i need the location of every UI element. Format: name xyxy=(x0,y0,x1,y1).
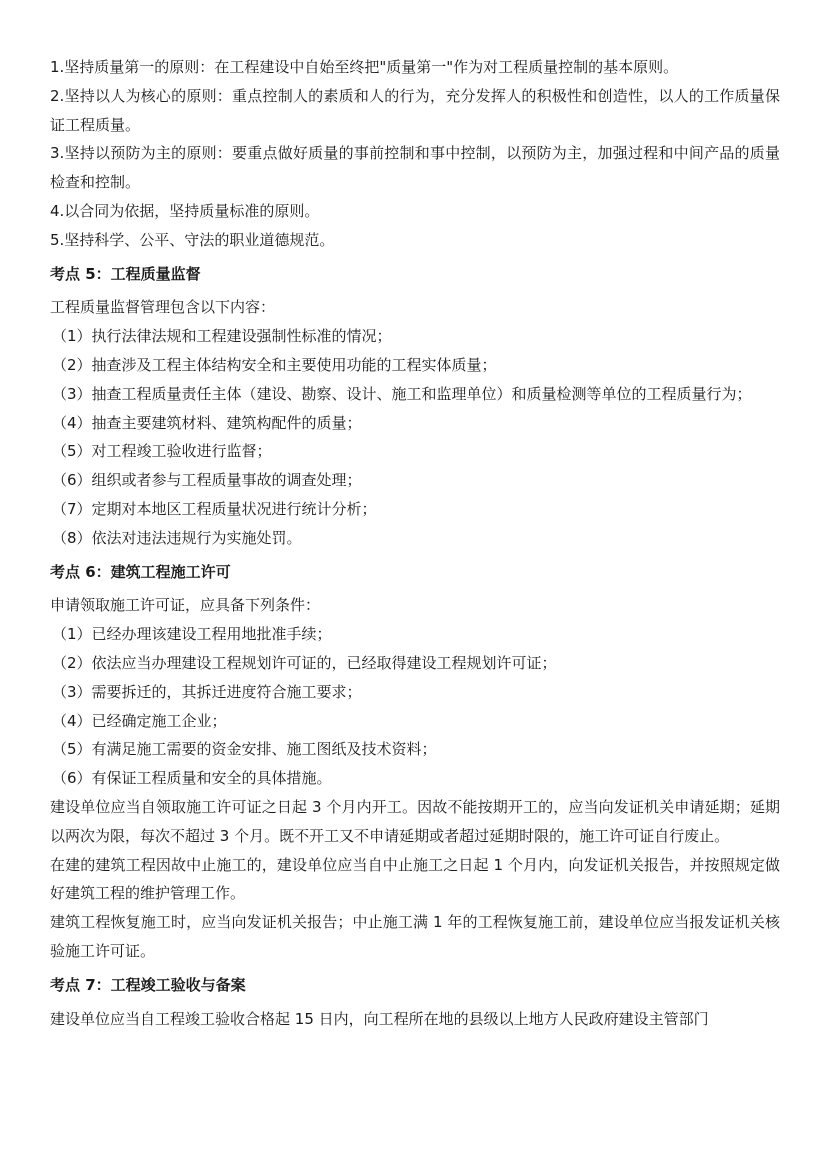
list-item: （4）抽查主要建筑材料、建筑构配件的质量； xyxy=(52,413,362,432)
list-item: （2）依法应当办理建设工程规划许可证的，已经取得建设工程规划许可证； xyxy=(52,653,557,672)
list-item: （3）抽查工程质量责任主体（建设、勘察、设计、施工和监理单位）和质量检测等单位的工程质量行为； xyxy=(52,384,752,403)
list-item: （3）需要拆迁的，其拆迁进度符合施工要求； xyxy=(52,682,362,701)
principle-1: 1.坚持质量第一的原则：在工程建设中自始至终把"质量第一"作为对工程质量控制的基本原则。 xyxy=(50,58,679,76)
section-7-heading: 考点 7：工程竣工验收与备案 xyxy=(50,975,246,994)
section-6-heading: 考点 6：建筑工程施工许可 xyxy=(50,562,231,581)
list-item: （4）已经确定施工企业； xyxy=(52,711,227,730)
section-6-paragraph: 在建的建筑工程因故中止施工的，建设单位应当自中止施工之日起 1 个月内，向发证机关报告，并按照规定做好建筑工程的维护管理工作。 xyxy=(50,855,780,903)
section-5 xyxy=(50,260,780,553)
section-6 xyxy=(50,558,780,966)
principle-4: 4.以合同为依据，坚持质量标准的原则。 xyxy=(50,201,320,220)
section-7-paragraph: 建设单位应当自工程竣工验收合格起 15 日内，向工程所在地的县级以上地方人民政府建设主管部门 xyxy=(50,1009,709,1028)
list-item: （6）有保证工程质量和安全的具体措施。 xyxy=(52,769,332,788)
section-5-intro: 工程质量监督管理包含以下内容： xyxy=(50,298,276,317)
principle-3: 3.坚持以预防为主的原则：要重点做好质量的事前控制和事中控制，以预防为主，加强过程和中间产品的质量检查和控制。 xyxy=(50,144,780,192)
list-item: （1）执行法律法规和工程建设强制性标准的情况； xyxy=(52,327,392,346)
list-item: （5）有满足施工需要的资金安排、施工图纸及技术资料； xyxy=(52,740,437,759)
principle-2: 2.坚持以人为核心的原则：重点控制人的素质和人的行为，充分发挥人的积极性和创造性，以人的工作质量保证工程质量。 xyxy=(50,86,780,134)
list-item: （7）定期对本地区工程质量状况进行统计分析； xyxy=(52,499,377,518)
principle-5: 5.坚持科学、公平、守法的职业道德规范。 xyxy=(50,230,335,249)
section-6-intro: 申请领取施工许可证，应具备下列条件： xyxy=(50,596,321,615)
list-item: （6）组织或者参与工程质量事故的调查处理； xyxy=(52,471,362,490)
section-7 xyxy=(50,971,780,1034)
section-5-heading: 考点 5：工程质量监督 xyxy=(50,264,201,283)
section-6-paragraph: 建设单位应当自领取施工许可证之日起 3 个月内开工。因故不能按期开工的，应当向发证机关申请延期；延期以两次为限，每次不超过 3 个月。既不开工又不申请延期或者超过延期时限的，施工许可证自行废止。 xyxy=(50,797,780,845)
list-item: （8）依法对违法违规行为实施处罚。 xyxy=(52,528,302,547)
list-item: （5）对工程竣工验收进行监督； xyxy=(52,442,272,461)
list-item: （2）抽查涉及工程主体结构安全和主要使用功能的工程实体质量； xyxy=(52,355,497,374)
principles-list xyxy=(50,53,780,255)
list-item: （1）已经办理该建设工程用地批准手续； xyxy=(52,625,332,644)
section-6-paragraph: 建筑工程恢复施工时，应当向发证机关报告；中止施工满 1 年的工程恢复施工前，建设单位应当报发证机关核验施工许可证。 xyxy=(50,913,780,960)
